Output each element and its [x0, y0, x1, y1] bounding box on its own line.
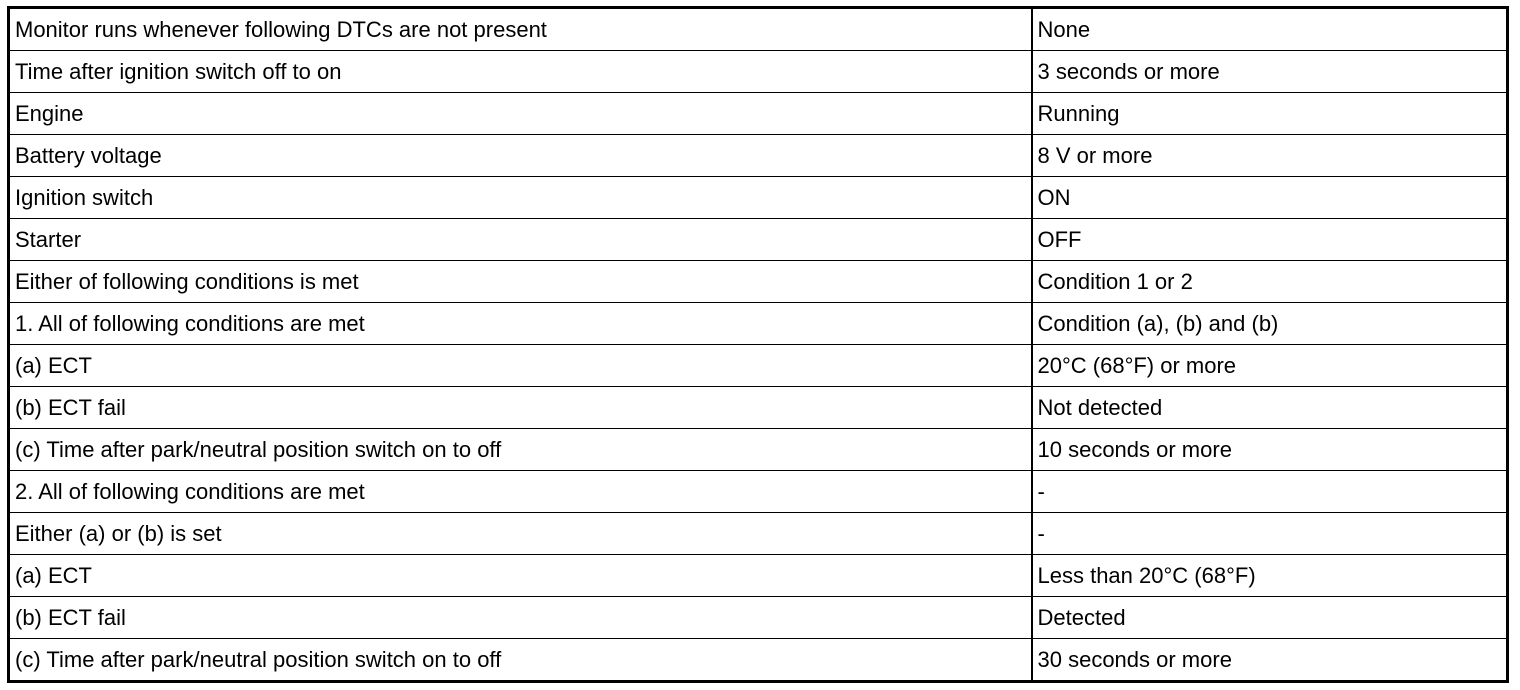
table-row [9, 51, 1508, 93]
conditions-table-body [9, 8, 1508, 682]
condition-item-cell: Either (a) or (b) is set [9, 513, 1032, 555]
table-row [9, 177, 1508, 219]
table-row [9, 513, 1508, 555]
table-row [9, 303, 1508, 345]
condition-value-cell: Detected [1032, 597, 1508, 639]
condition-item-cell: (a) ECT [9, 345, 1032, 387]
condition-item-cell: (c) Time after park/neutral position switch on to off [9, 429, 1032, 471]
table-row [9, 219, 1508, 261]
condition-value-cell: ON [1032, 177, 1508, 219]
table-row [9, 135, 1508, 177]
condition-value-cell: OFF [1032, 219, 1508, 261]
condition-value-cell: Condition (a), (b) and (b) [1032, 303, 1508, 345]
condition-value-cell: 20°C (68°F) or more [1032, 345, 1508, 387]
condition-value-cell: None [1032, 8, 1508, 51]
condition-value-cell: Running [1032, 93, 1508, 135]
condition-item-cell: (b) ECT fail [9, 597, 1032, 639]
condition-value-cell: Less than 20°C (68°F) [1032, 555, 1508, 597]
table-row [9, 8, 1508, 51]
table-row [9, 555, 1508, 597]
condition-item-cell: Engine [9, 93, 1032, 135]
table-row [9, 387, 1508, 429]
condition-item-cell: Ignition switch [9, 177, 1032, 219]
condition-item-cell: 2. All of following conditions are met [9, 471, 1032, 513]
table-row [9, 93, 1508, 135]
table-row [9, 597, 1508, 639]
condition-item-cell: (b) ECT fail [9, 387, 1032, 429]
condition-item-cell: 1. All of following conditions are met [9, 303, 1032, 345]
condition-item-cell: Either of following conditions is met [9, 261, 1032, 303]
condition-value-cell: 3 seconds or more [1032, 51, 1508, 93]
condition-value-cell: - [1032, 513, 1508, 555]
condition-value-cell: 30 seconds or more [1032, 639, 1508, 682]
condition-value-cell: Not detected [1032, 387, 1508, 429]
condition-value-cell: 8 V or more [1032, 135, 1508, 177]
table-row [9, 639, 1508, 682]
condition-item-cell: Monitor runs whenever following DTCs are not present [9, 8, 1032, 51]
conditions-table [7, 6, 1509, 683]
condition-value-cell: 10 seconds or more [1032, 429, 1508, 471]
condition-item-cell: (c) Time after park/neutral position switch on to off [9, 639, 1032, 682]
condition-value-cell: Condition 1 or 2 [1032, 261, 1508, 303]
table-row [9, 471, 1508, 513]
table-row [9, 429, 1508, 471]
condition-item-cell: (a) ECT [9, 555, 1032, 597]
condition-item-cell: Battery voltage [9, 135, 1032, 177]
condition-item-cell: Time after ignition switch off to on [9, 51, 1032, 93]
condition-item-cell: Starter [9, 219, 1032, 261]
table-row [9, 345, 1508, 387]
table-row [9, 261, 1508, 303]
condition-value-cell: - [1032, 471, 1508, 513]
